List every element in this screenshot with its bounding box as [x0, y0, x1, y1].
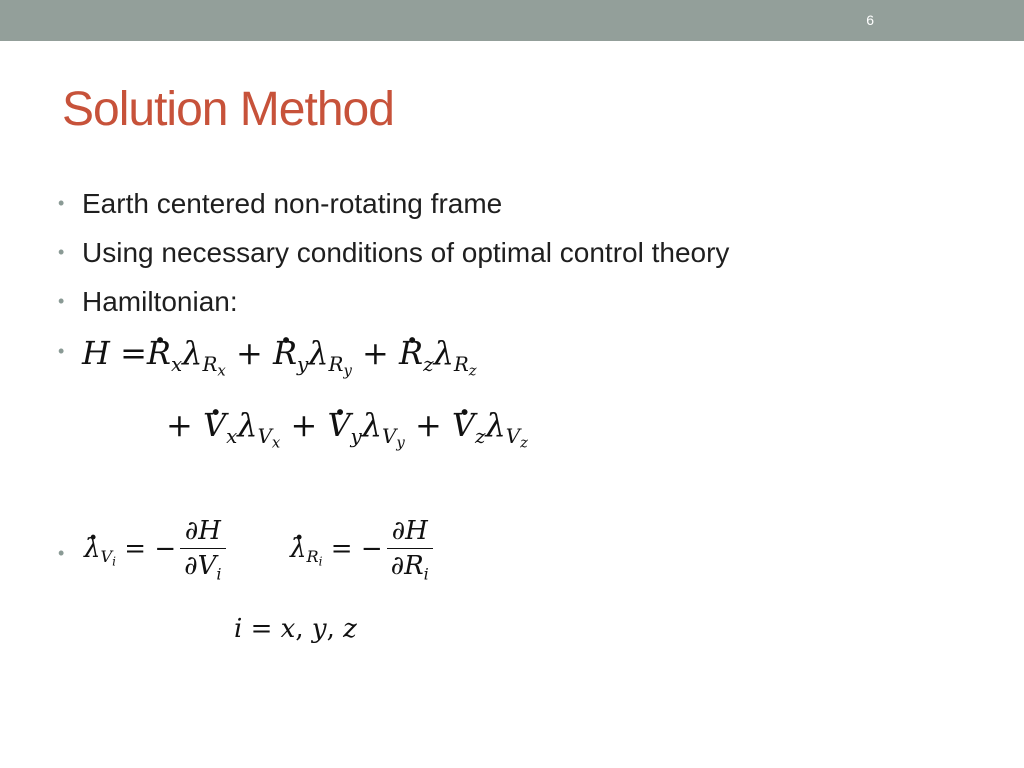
hamiltonian-equation-line2: + · $V_x\lambda_{V_x}$ + · $V_y\lambda_{V_y}$ + · $V_z\lambda_{V_z}$: [166, 406, 528, 451]
bullet-item: [58, 188, 502, 220]
slide-title: Solution Method: [62, 83, 394, 136]
bullet-item-hamiltonian: [58, 336, 82, 368]
slide-number: 6: [866, 12, 874, 28]
bullet-text: Using necessary conditions of optimal control theory: [82, 237, 730, 268]
bullet-text: Hamiltonian:: [82, 286, 238, 317]
bullet-text: Earth centered non-rotating frame: [82, 188, 503, 219]
bullet-item: [58, 237, 729, 269]
costate-equation-r: · $\lambda_{R_i}$ = − $\frac{\partial H}{\partial R_i}$: [290, 516, 437, 584]
fraction: $\frac{\partial H}{\partial R_i}$: [387, 516, 433, 584]
costate-equation-v: · $\lambda_{V_i}$ = − $\frac{\partial H}{\partial V_i}$: [84, 516, 230, 584]
index-definition: i = x, y, z: [234, 614, 357, 644]
bullet-item-costate: [58, 538, 82, 570]
bullet-dot: •: [58, 341, 65, 361]
bullet-item: [58, 286, 238, 318]
bullet-dot: •: [58, 291, 65, 311]
top-bar: [0, 0, 1024, 41]
fraction: $\frac{\partial H}{\partial V_i}$: [180, 516, 225, 584]
bullet-dot: •: [58, 242, 65, 262]
hamiltonian-equation-line1: $H =\cdot R_x\lambda_{R_x}$ + · $R_y\lambda_{R_y}$ + · $R_z\lambda_{R_z}$: [82, 334, 477, 379]
bullet-dot: •: [58, 193, 65, 213]
bullet-dot: •: [58, 543, 65, 563]
